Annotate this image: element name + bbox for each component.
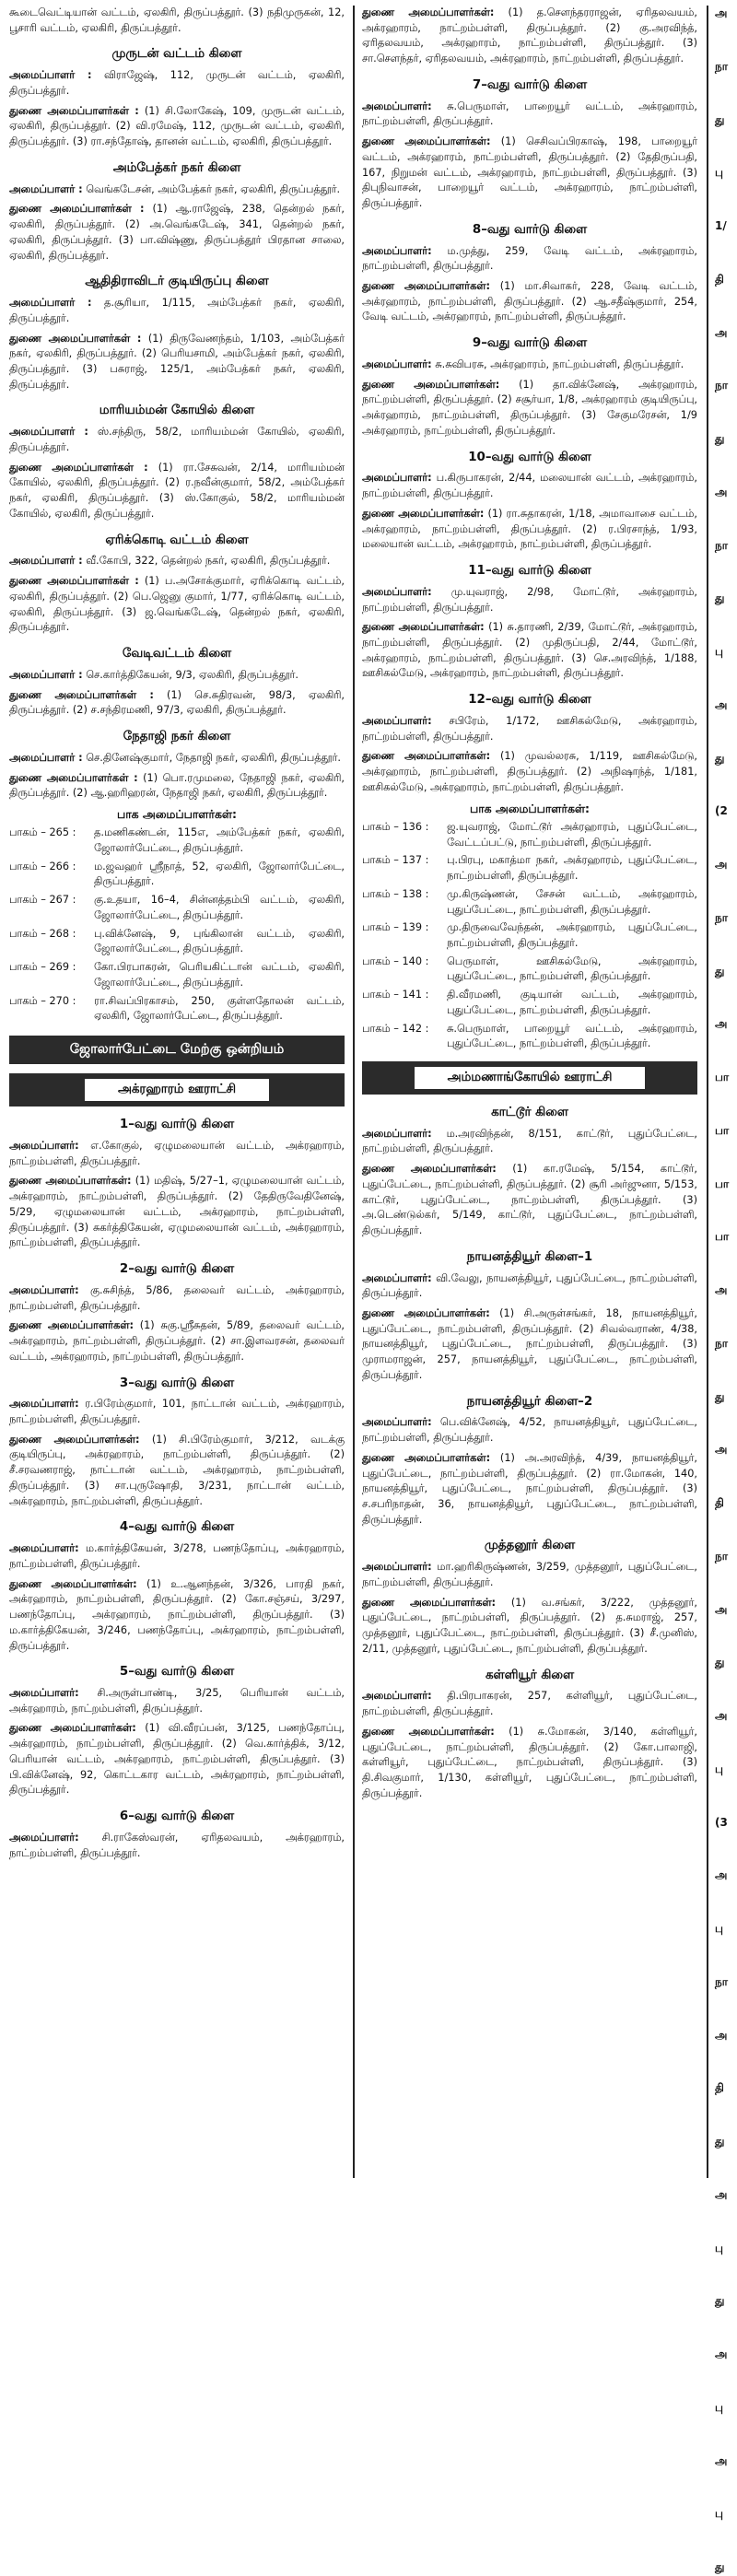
organizer-entry	[362, 279, 697, 325]
entry-text: மா.ஹரிகிருஷ்ணன், 3/259, முத்தனூர், புதுப்பேட்டை, நாட்றம்பள்ளி, திருப்பத்தூர்.	[362, 1561, 697, 1588]
organizer-entry	[9, 1577, 345, 1655]
organizer-entry	[9, 1139, 345, 1169]
booth-organizer: மு.திருவைவேந்தன், அக்ரஹாரம், புதுப்பேட்டை, நாட்றம்பள்ளி, திருப்பத்தூர்.	[447, 921, 697, 949]
cropped-text-fragment: அ	[715, 2348, 728, 2360]
organizer-entry	[362, 471, 697, 501]
section-heading: 11–வது வார்டு கிளை	[468, 564, 591, 578]
entry-text: பெ.விக்னேஷ், 4/52, நாயனத்தியூர், புதுப்பேட்டை, நாட்றம்பள்ளி, திருப்பத்தூர்.	[362, 1416, 697, 1445]
entry-text: ஸ்.சந்திரு, 58/2, மாரியம்மன் கோயில், ஏலகிரி, திருப்பத்தூர்.	[9, 426, 345, 453]
section-heading: 2–வது வார்டு கிளை	[119, 1262, 235, 1277]
entry-text: (1) சுகு.ஸ்ரீசுதன், 5/89, தலைவர் வட்டம், அக்ரஹாரம், நாட்றம்பள்ளி, திருப்பத்தூர். (2) சா.இளவரசன், தலைவர் வட்டம், அக்ரஹாரம், நாட்றம்பள்ளி, திருப்பத்தூர்.	[9, 1319, 345, 1363]
section-heading: ஏரிக்கொடி வட்டம் கிளை	[105, 533, 249, 547]
organizer-entry	[9, 771, 345, 802]
section-heading: காட்டூர் கிளை	[491, 1105, 568, 1119]
role-label: அமைப்பாளர்:	[362, 357, 432, 370]
entry-text: (1) த.செளந்தரராஜன், ஏரிதலவயம், அக்ரஹாரம், நாட்றம்பள்ளி, திருப்பத்தூர். (2) கு.அரவிந்த், ஏரிதலவயம், அக்ரஹாரம், நாட்றம்பள்ளி, திருப்பத்தூர். (3) சா.செளந்தர், ஏரிதலவயம், அக்ரஹாரம், நாட்றம்பள்ளி, திருப்பத்தூர்.	[362, 6, 697, 65]
cropped-text-fragment: (2	[715, 804, 728, 818]
organizer-entry	[362, 244, 697, 275]
role-label: அமைப்பாளர்:	[362, 244, 432, 257]
booth-number: பாகம் – 137 :	[362, 854, 429, 867]
cropped-text-fragment: பா	[715, 1071, 730, 1083]
cropped-text-fragment: பு	[715, 1922, 723, 1935]
cropped-text-fragment: (3	[715, 1815, 728, 1829]
entry-text: சு.பெருமாள், பாறையூர் வட்டம், அக்ரஹாரம், நாட்றம்பள்ளி, திருப்பத்தூர்.	[362, 100, 697, 128]
organizer-entry	[362, 357, 697, 373]
role-label: அமைப்பாளர்:	[362, 1690, 432, 1703]
entry-text: சபிரேம், 1/172, ஊசிகல்மேடு, அக்ரஹாரம், நாட்றம்பள்ளி, திருப்பத்தூர்.	[362, 714, 697, 743]
organizer-entry	[9, 574, 345, 636]
section-heading: நாயனத்தியூர் கிளை–1	[466, 1249, 593, 1264]
cropped-text-fragment: பு	[715, 2400, 723, 2414]
cropped-text-fragment: அ	[715, 325, 728, 339]
role-label: அமைப்பாளர்:	[362, 1416, 432, 1429]
booth-number: பாகம் – 270 :	[9, 994, 76, 1007]
cropped-text-fragment: து	[715, 2294, 725, 2308]
role-label: துணை அமைப்பாளர்கள் :	[9, 461, 148, 474]
entry-text: (1) சி.அருள்சங்கர், 18, நாயனத்தியூர், புதுப்பேட்டை, நாட்றம்பள்ளி, திருப்பத்தூர். (2) சிவல்வராண், 4/38, நாயனத்தியூர், புதுப்பேட்டை, நாட்றம்பள்ளி, திருப்பத்தூர். (3) முராமராஜன், 257, நாயனத்தியூர், புதுப்பேட்டை, நாட்றம்பள்ளி, திருப்பத்தூர்.	[362, 1306, 697, 1381]
panchayat-panel	[9, 1073, 345, 1107]
entry-text: (1) சு.தாரணி, 2/39, மோட்டூர், அக்ரஹாரம், நாட்றம்பள்ளி, திருப்பத்தூர். (2) முதிருப்பதி, 2/44, மோட்டூர், அக்ரஹாரம், நாட்றம்பள்ளி, திருப்பத்தூர். (3) செ.அரவிந்த், 1/188, ஊசிகல்மேடு, அக்ரஹாரம், நாட்றம்பள்ளி, திருப்பத்தூர்.	[362, 621, 697, 680]
booth-organizer: ரா.சிவப்பிரகாசம், 250, குள்ளதோலன் வட்டம், ஏலகிரி, ஜோலார்பேட்டை, திருப்பத்தூர்.	[94, 994, 345, 1023]
role-label: துணை அமைப்பாளர்கள்:	[362, 621, 485, 634]
entry-text: (1) உ.ஆனந்தன், 3/326, பாரதி நகர், அக்ரஹாரம், நாட்றம்பள்ளி, திருப்பத்தூர். (2) கோ.சஞ்சய், 3/297, பணந்தோப்பு, அக்ரஹாரம், நாட்றம்பள்ளி, திருப்பத்தூர். (3) ம.கார்த்திகேயன், 3/246, பணந்தோப்பு, அக்ரஹாரம், நாட்றம்பள்ளி, திருப்பத்தூர்.	[9, 1577, 345, 1652]
booth-organizer: ஜ.யுவராஜ், மோட்டூர் அக்ரஹாரம், புதுப்பேட்டை, வேட்டப்பட்டு, நாட்றம்பள்ளி, திருப்பத்தூர்.	[447, 820, 697, 849]
booth-organizer: பு.பிரபு, மகாத்மா நகர், அக்ரஹாரம், புதுப்பேட்டை, நாட்றம்பள்ளி, திருப்பத்தூர்.	[447, 854, 697, 883]
booth-organizer: கு.உதயா, 16–4, சின்னத்தம்பி வட்டம், ஏலகிரி, ஜோலார்பேட்டை, திருப்பத்தூர்.	[94, 894, 345, 921]
organizer-entry	[9, 1397, 345, 1427]
entry-text: சி.ராகேஸ்வரன், ஏரிதலவயம், அக்ரஹாரம், நாட்றம்பள்ளி, திருப்பத்தூர்.	[9, 1831, 345, 1859]
entry-text: (1) மதிஷ், 5/27–1, ஏழுமலையான் வட்டம், அக்ரஹாரம், நாட்றம்பள்ளி, திருப்பத்தூர். (2) தேதிருவேதினேஷ், 5/29, ஏழுமலையான் வட்டம், அக்ரஹாரம், நாட்றம்பள்ளி, திருப்பத்தூர். (3) சுகர்த்திகேயன், ஏழுமலையான் வட்டம், அக்ரஹாரம், நாட்றம்பள்ளி, திருப்பத்தூர்.	[9, 1175, 345, 1249]
cropped-text-fragment: நா	[715, 910, 728, 924]
left-column	[9, 6, 345, 2178]
cropped-text-fragment: பா	[715, 1177, 730, 1190]
role-label: அமைப்பாளர் :	[9, 182, 83, 195]
role-label: துணை அமைப்பாளர்கள் :	[9, 688, 154, 701]
entry-text: (1) சு.மோகன், 3/140, கள்ளியூர், புதுப்பேட்டை, நாட்றம்பள்ளி, திருப்பத்தூர். (2) கோ.பாலாஜி, கள்ளியூர், புதுப்பேட்டை, நாட்றம்பள்ளி, திருப்பத்தூர். (3) தி.சிவகுமார், 1/130, கள்ளியூர், புதுப்பேட்டை, நாட்றம்பள்ளி, திருப்பத்தூர்.	[362, 1725, 697, 1799]
section-heading: மாரியம்மன் கோயில் கிளை	[99, 404, 255, 418]
cropped-text-fragment: து	[715, 591, 725, 605]
cropped-text-fragment: அ	[715, 858, 728, 871]
role-label: அமைப்பாளர் :	[9, 426, 88, 439]
cropped-text-fragment: நா	[715, 1974, 728, 1988]
entry-text: வீ.கோபி, 322, தென்றல் நகர், ஏலகிரி, திருப்பத்தூர்.	[82, 555, 331, 568]
booth-row	[9, 860, 345, 890]
role-label: துணை அமைப்பாளர்கள் :	[9, 104, 139, 117]
role-label: அமைப்பாளர்:	[362, 100, 432, 112]
section-heading: பாக அமைப்பாளர்கள்:	[116, 806, 238, 821]
entry-text: ர.பிரேம்குமார், 101, நாட்டான் வட்டம், அக்ரஹாரம், நாட்றம்பள்ளி, திருப்பத்தூர்.	[9, 1398, 345, 1426]
booth-number: பாகம் – 140 :	[362, 954, 429, 967]
entry-text: (1) ரா.சேசுவன், 2/14, மாரியம்மன் கோயில், ஏலகிரி, திருப்பத்தூர். (2) ர.நவீன்குமார், 58/2, அம்பேத்கர் நகர், ஏலகிரி, திருப்பத்தூர். (3) ஸ்.கோகுல், 58/2, மாரியம்மன் கோயில், ஏலகிரி, திருப்பத்தூர்.	[9, 461, 345, 520]
section-heading: 6–வது வார்டு கிளை	[119, 1809, 235, 1824]
cropped-text-fragment: நா	[715, 1549, 728, 1563]
entry-text: சி.அருள்பாண்டி, 3/25, பெரியான் வட்டம், அக்ரஹாரம், நாட்றம்பள்ளி, திருப்பத்தூர்.	[9, 1687, 345, 1715]
organizer-entry	[362, 378, 697, 439]
section-heading: வேடிவட்டம் கிளை	[122, 646, 232, 661]
entry-text: (1) ப.அசோக்குமார், ஏரிக்கொடி வட்டம், ஏலகிரி, திருப்பத்தூர். (2) பெ.ஜெனு குமார், 1/77, ஏரிக்கொடி வட்டம், ஏலகிரி, திருப்பத்தூர். (3) ஜ.வெங்கடேஷ், தென்றல் நகர், ஏலகிரி, திருப்பத்தூர்.	[9, 575, 345, 634]
section-heading: அம்பேத்கர் நகர் கிளை	[112, 160, 241, 175]
cropped-text-fragment: பு	[715, 2507, 723, 2521]
panchayat-title: அக்ரஹாரம் ஊராட்சி	[85, 1079, 269, 1101]
booth-row	[362, 988, 697, 1018]
booth-row	[362, 887, 697, 918]
role-label: அமைப்பாளர்:	[362, 714, 432, 727]
organizer-entry	[9, 1318, 345, 1364]
role-label: அமைப்பாளர்:	[362, 1271, 432, 1284]
organizer-entry	[9, 425, 345, 455]
role-label: அமைப்பாளர் :	[9, 555, 83, 568]
entry-text: ப.கிருபாகரன், 2/44, மலையான் வட்டம், அக்ரஹாரம், நாட்றம்பள்ளி, திருப்பத்தூர்.	[362, 472, 697, 500]
role-label: அமைப்பாளர்:	[9, 1398, 79, 1411]
section-heading: நாயனத்தியூர் கிளை–2	[466, 1394, 593, 1409]
organizer-entry	[9, 554, 345, 569]
role-label: துணை அமைப்பாளர்கள்:	[9, 1722, 136, 1735]
union-banner: ஜோலார்பேட்டை மேற்கு ஒன்றியம்	[9, 1036, 345, 1064]
booth-number: பாகம் – 268 :	[9, 927, 76, 940]
entry-text: (1) வி.வீரப்பன், 3/125, பணந்தோப்பு, அக்ரஹாரம், நாட்றம்பள்ளி, திருப்பத்தூர். (2) வெ.கார்த்திக், 3/12, பெரியான் வட்டம், அக்ரஹாரம், நாட்றம்பள்ளி, திருப்பத்தூர். (3) பி.விக்னேஷ், 92, கொட்டகார வட்டம், அக்ரஹாரம், நாட்றம்பள்ளி, திருப்பத்தூர்.	[9, 1722, 345, 1797]
organizer-entry	[9, 1721, 345, 1798]
role-label: துணை அமைப்பாளர்கள்:	[362, 135, 491, 148]
role-label: துணை அமைப்பாளர்கள் :	[9, 332, 142, 345]
role-label: அமைப்பாளர் :	[9, 751, 83, 764]
cropped-text-fragment: தி	[715, 1496, 724, 1509]
entry-text: ம.அரவிந்தன், 8/151, காட்டூர், புதுப்பேட்டை, நாட்றம்பள்ளி, திருப்பத்தூர்.	[362, 1127, 697, 1155]
entry-text: ம.முத்து, 259, வேடி வட்டம், அக்ரஹாரம், நாட்றம்பள்ளி, திருப்பத்தூர்.	[362, 244, 697, 273]
booth-number: பாகம் – 267 :	[9, 894, 76, 907]
organizer-entry	[362, 1560, 697, 1590]
organizer-entry	[362, 1689, 697, 1719]
organizer-entry	[9, 202, 345, 263]
entry-text: வி.வேலு, நாயனத்தியூர், புதுப்பேட்டை, நாட்றம்பள்ளி, திருப்பத்தூர்.	[362, 1271, 697, 1300]
role-label: அமைப்பாளர்:	[9, 1831, 79, 1844]
organizer-entry	[9, 461, 345, 522]
entry-text: (1) ரா.சுதாகரன், 1/18, அமாவாசை வட்டம், அக்ரஹாரம், நாட்றம்பள்ளி, திருப்பத்தூர். (2) ர.பிரசாந்த், 1/93, மலையான் வட்டம், அக்ரஹாரம், நாட்றம்பள்ளி, திருப்பத்தூர்.	[362, 507, 697, 551]
cropped-text-fragment: நா	[715, 59, 728, 73]
entry-text: விராஜேஷ், 112, முருடன் வட்டம், ஏலகிரி, திருப்பத்தூர்.	[9, 69, 345, 97]
cropped-text-fragment: தி	[715, 272, 724, 286]
entry-text: (1) கா.ரமேஷ், 5/154, காட்டூர், புதுப்பேட்டை, நாட்றம்பள்ளி, திருப்பத்தூர். (2) சூரி அர்ஜுனா, 5/153, காட்டூர், புதுப்பேட்டை, நாட்றம்பள்ளி, திருப்பத்தூர். (3) அ.டெண்டுல்கர், 5/149, காட்டூர், புதுப்பேட்டை, நாட்றம்பள்ளி, திருப்பத்தூர்.	[362, 1163, 697, 1236]
entry-text: சு.சுவிபரசு, அக்ரஹாரம், நாட்றம்பள்ளி, திருப்பத்தூர்.	[431, 357, 684, 370]
role-label: துணை அமைப்பாளர்கள்:	[362, 1725, 495, 1738]
entry-text: வெங்கடேசன், அம்பேத்கர் நகர், ஏலகிரி, திருப்பத்தூர்.	[82, 182, 341, 195]
section-heading: ஆதிதிராவிடர் குடியிருப்பு கிளை	[85, 275, 269, 289]
section-heading: 7–வது வார்டு கிளை	[472, 77, 588, 92]
role-label: அமைப்பாளர்:	[9, 1542, 79, 1555]
role-label: துணை அமைப்பாளர்கள்:	[362, 378, 500, 391]
section-heading: 9–வது வார்டு கிளை	[472, 336, 588, 351]
entry-text: (1) திருவேணந்தம், 1/103, அம்பேத்கர் நகர், ஏலகிரி, திருப்பத்தூர். (2) பெரியசாமி, அம்பேத்கர் நகர், ஏலகிரி, திருப்பத்தூர். (3) பசுராஜ், 125/1, அம்பேத்கர் நகர், ஏலகிரி, திருப்பத்தூர்.	[9, 332, 345, 391]
right-column-edge	[715, 6, 737, 2573]
role-label: துணை அமைப்பாளர்கள்:	[362, 6, 495, 18]
cropped-text-fragment: நா	[715, 379, 728, 392]
booth-row	[362, 853, 697, 884]
organizer-entry	[362, 1596, 697, 1657]
role-label: அமைப்பாளர்:	[9, 1140, 79, 1153]
entry-text: கு.சுசிந்த், 5/86, தலைவர் வட்டம், அக்ரஹாரம், நாட்றம்பள்ளி, திருப்பத்தூர்.	[9, 1283, 345, 1312]
booth-organizer: சு.பெருமாள், பாறையூர் வட்டம், அக்ரஹாரம், புதுப்பேட்டை, நாட்றம்பள்ளி, திருப்பத்தூர்.	[447, 1022, 697, 1050]
booth-number: பாகம் – 139 :	[362, 921, 429, 934]
organizer-entry	[9, 296, 345, 326]
role-label: அமைப்பாளர் :	[9, 297, 92, 310]
organizer-entry	[362, 1415, 697, 1446]
cropped-text-fragment: அ	[715, 6, 728, 19]
section-heading: முத்தனூர் கிளை	[484, 1539, 576, 1553]
cropped-text-fragment: து	[715, 2135, 725, 2148]
cropped-text-fragment: து	[715, 964, 725, 978]
section-heading: 3–வது வார்டு கிளை	[119, 1376, 235, 1390]
role-label: அமைப்பாளர் :	[9, 668, 83, 681]
entry-text: (1) ஆ.ராஜேஷ், 238, தென்றல் நகர், ஏலகிரி, திருப்பத்தூர். (2) அ.வெங்கடேஷ், 341, தென்றல் நகர், ஏலகிரி, திருப்பத்தூர். (3) பா.விஷ்ணு, திருப்பத்தூர் பிரதான சாலை, ஏலகிரி, திருப்பத்தூர்.	[9, 203, 345, 262]
cropped-text-fragment: அ	[715, 1868, 728, 1882]
role-label: துணை அமைப்பாளர்கள்:	[362, 507, 485, 520]
role-label: துணை அமைப்பாளர்கள்:	[362, 1451, 491, 1464]
cropped-text-fragment: பு	[715, 1762, 723, 1775]
cropped-text-fragment: து	[715, 751, 725, 765]
cropped-text-fragment: து	[715, 1389, 725, 1403]
section-heading: 4–வது வார்டு கிளை	[119, 1520, 235, 1535]
organizer-entry	[362, 1306, 697, 1384]
section-heading: 1–வது வார்டு கிளை	[119, 1118, 235, 1132]
entry-text: (1) அ.அரவிந்த், 4/39, நாயனத்தியூர், புதுப்பேட்டை, நாட்றம்பள்ளி, திருப்பத்தூர். (2) ரா.மோகன், 140, நாயனத்தியூர், புதுப்பேட்டை, நாட்றம்பள்ளி, திருப்பத்தூர். (3) ச.சபரிநாதன், 36, நாயனத்தியூர், புதுப்பேட்டை, நாட்றம்பள்ளி, திருப்பத்தூர்.	[362, 1451, 697, 1526]
section-heading: நேதாஜி நகர் கிளை	[123, 729, 231, 744]
cropped-text-fragment: அ	[715, 1602, 728, 1616]
role-label: துணை அமைப்பாளர்கள்:	[9, 1175, 132, 1188]
booth-organizer: தி.வீரமணி, குடியான் வட்டம், அக்ரஹாரம், புதுப்பேட்டை, நாட்றம்பள்ளி, திருப்பத்தூர்.	[447, 989, 697, 1016]
cropped-text-fragment: பு	[715, 645, 723, 658]
role-label: துணை அமைப்பாளர்கள்:	[362, 750, 491, 763]
organizer-entry	[9, 1541, 345, 1572]
cropped-text-fragment: து	[715, 112, 725, 126]
role-label: அமைப்பாளர்:	[362, 585, 432, 598]
entry-text: தி.பிரபாகரன், 257, கள்ளியூர், புதுப்பேட்டை, நாட்றம்பள்ளி, திருப்பத்தூர்.	[362, 1690, 697, 1718]
role-label: அமைப்பாளர்:	[9, 1687, 79, 1700]
role-label: துணை அமைப்பாளர்கள்:	[9, 1577, 137, 1590]
booth-row	[362, 820, 697, 850]
organizer-entry	[362, 100, 697, 130]
organizer-entry	[362, 714, 697, 744]
cropped-text-fragment: து	[715, 432, 725, 445]
entry-text: ம.கார்த்திகேயன், 3/278, பணந்தோப்பு, அக்ரஹாரம், நாட்றம்பள்ளி, திருப்பத்தூர்.	[9, 1542, 345, 1570]
booth-row	[362, 954, 697, 985]
role-label: துணை அமைப்பாளர்கள்:	[362, 1163, 497, 1176]
cropped-text-fragment: நா	[715, 538, 728, 552]
column-rule	[353, 6, 355, 2178]
entry-text: கூடைவெட்டியான் வட்டம், ஏலகிரி, திருப்பத்தூர். (3) நதிமுருகன், 12, பூசாரி வட்டம், ஏலகிரி, திருப்பத்தூர்.	[9, 6, 345, 34]
booth-number: பாகம் – 265 :	[9, 826, 76, 839]
cropped-text-fragment: அ	[715, 1283, 728, 1296]
role-label: அமைப்பாளர்:	[9, 1283, 79, 1296]
organizer-entry	[362, 585, 697, 615]
organizer-entry	[362, 6, 697, 67]
organizer-entry	[9, 1686, 345, 1716]
organizer-entry	[362, 749, 697, 795]
organizer-entry	[9, 1433, 345, 1510]
booth-row	[9, 994, 345, 1025]
cropped-text-fragment: து	[715, 1656, 725, 1669]
booth-organizer: ம.ஜவஹர் ஸ்ரீநாத், 52, ஏலகிரி, ஜோலார்பேட்டை, திருப்பத்தூர்.	[94, 860, 345, 888]
cropped-text-fragment: நா	[715, 1336, 728, 1350]
section-heading: பாக அமைப்பாளர்கள்:	[469, 801, 591, 815]
booth-row	[362, 1022, 697, 1052]
booth-organizer: மு.கிருஷ்ணன், சேசன் வட்டம், அக்ரஹாரம், புதுப்பேட்டை, நாட்றம்பள்ளி, திருப்பத்தூர்.	[447, 887, 697, 916]
organizer-entry	[362, 1127, 697, 1157]
role-label: அமைப்பாளர்:	[362, 1561, 432, 1574]
organizer-entry	[362, 1271, 697, 1302]
panchayat-panel	[362, 1061, 697, 1095]
panchayat-title: அம்மணாங்கோயில் ஊராட்சி	[415, 1067, 646, 1089]
entry-text: செ.தினேஷ்குமார், நேதாஜி நகர், ஏலகிரி, திருப்பத்தூர்.	[82, 751, 341, 764]
booth-row	[9, 927, 345, 957]
cropped-text-fragment: அ	[715, 1017, 728, 1031]
entry-text: (1) செ.சுதிரவன், 98/3, ஏலகிரி, திருப்பத்தூர். (2) ச.சந்திரமணி, 97/3, ஏலகிரி, திருப்பத்தூர்.	[9, 688, 345, 717]
organizer-entry	[9, 751, 345, 767]
organizer-entry	[362, 507, 697, 553]
entry-text: செ.கார்த்திகேயன், 9/3, ஏலகிரி, திருப்பத்தூர்.	[82, 668, 298, 681]
role-label: துணை அமைப்பாளர்கள்:	[362, 1306, 490, 1319]
entry-text: (1) செசிவப்பிரகாஷ், 198, பாறையூர் வட்டம், அக்ரஹாரம், நாட்றம்பள்ளி, திருப்பத்தூர். (2) தேதிருப்பதி, 167, நிறுமன் வட்டம், அக்ரஹாரம், நாட்றம்பள்ளி, திருப்பத்தூர். (3) திபுநிவாசன், பாறையூர் வட்டம், அக்ரஹாரம், நாட்றம்பள்ளி, திருப்பத்தூர்.	[362, 135, 697, 210]
section-heading: கள்ளியூர் கிளை	[485, 1668, 575, 1682]
entry-text: (1) வ.சங்கர், 3/222, முத்தனூர், புதுப்பேட்டை, நாட்றம்பள்ளி, திருப்பத்தூர். (2) த.சுமராஜ், 257, முத்தனூர், புதுப்பேட்டை, நாட்றம்பள்ளி, திருப்பத்தூர். (3) சீ.முனிஸ், 2/11, முத்தனூர், புதுப்பேட்டை, நாட்றம்பள்ளி, திருப்பத்தூர்.	[362, 1596, 697, 1655]
organizer-entry	[362, 1451, 697, 1528]
booth-number: பாகம் – 138 :	[362, 887, 429, 900]
section-heading: முருடன் வட்டம் கிளை	[111, 47, 242, 62]
role-label: அமைப்பாளர்:	[362, 1127, 432, 1140]
role-label: துணை அமைப்பாளர்கள்:	[362, 1596, 497, 1609]
organizer-entry	[362, 1162, 697, 1239]
entry-text: (1) முவல்லரசு, 1/119, ஊசிகல்மேடு, அக்ரஹாரம், நாட்றம்பள்ளி, திருப்பத்தூர். (2) அநிஷாந்த், 1/181, ஊசிகல்மேடு, அக்ரஹாரம், நாட்றம்பள்ளி, திருப்பத்தூர்.	[362, 750, 697, 793]
entry-text: (1) பொ.ரமுமலை, நேதாஜி நகர், ஏலகிரி, திருப்பத்தூர். (2) ஆ.ஹரிஹரன், நேதாஜி நகர், ஏலகிரி, திருப்பத்தூர்.	[9, 771, 345, 800]
cropped-text-fragment: அ	[715, 1443, 728, 1457]
organizer-entry	[9, 332, 345, 393]
cropped-text-fragment: பா	[715, 1230, 730, 1244]
booth-number: பாகம் – 136 :	[362, 820, 429, 833]
role-label: துணை அமைப்பாளர்கள்:	[9, 1319, 134, 1332]
organizer-entry	[362, 1725, 697, 1802]
organizer-entry	[9, 6, 345, 36]
booth-row	[362, 920, 697, 951]
cropped-text-fragment: து	[715, 2560, 725, 2573]
cropped-text-fragment: பு	[715, 2241, 723, 2254]
entry-text: மு.யுவராஜ், 2/98, மோட்டூர், அக்ரஹாரம், நாட்றம்பள்ளி, திருப்பத்தூர்.	[362, 585, 697, 614]
cropped-text-fragment: அ	[715, 697, 728, 711]
booth-number: பாகம் – 142 :	[362, 1022, 429, 1035]
entry-text: (1) சி.லோகேஷ், 109, முருடன் வட்டம், ஏலகிரி, திருப்பத்தூர். (2) வி.ரமேஷ், 112, முருடன் வட்டம், ஏலகிரி, திருப்பத்தூர். (3) ரா.சந்தோஷ், தானன் வட்டம், ஏலகிரி, திருப்பத்தூர்.	[9, 104, 345, 148]
role-label: துணை அமைப்பாளர்கள் :	[9, 203, 145, 216]
booth-organizer: பெருமாள், ஊசிகல்மேடு, அக்ரஹாரம், புதுப்பேட்டை, நாட்றம்பள்ளி, திருப்பத்தூர்.	[447, 954, 697, 983]
role-label: துணை அமைப்பாளர்கள் :	[9, 771, 138, 784]
middle-column	[362, 6, 697, 2178]
booth-number: பாகம் – 141 :	[362, 989, 429, 1001]
cropped-text-fragment: அ	[715, 2028, 728, 2042]
organizer-entry	[9, 1174, 345, 1251]
column-rule	[707, 6, 708, 2178]
entry-text: (1) தா.விக்னேஷ், அக்ரஹாரம், நாட்றம்பள்ளி, திருப்பத்தூர். (2) சசூர்யா, 1/8, அக்ரஹாரம் குடியிருப்பு, அக்ரஹாரம், நாட்றம்பள்ளி, திருப்பத்தூர். (3) சேகுமரேசன், 1/9 அக்ரஹாரம், நாட்றம்பள்ளி, திருப்பத்தூர்.	[362, 378, 697, 437]
entry-text: (1) மா.சிவாகர், 228, வேடி வட்டம், அக்ரஹாரம், நாட்றம்பள்ளி, திருப்பத்தூர். (2) ஆ.சதீஷ்குமார், 254, வேடி வட்டம், அக்ரஹாரம், நாட்றம்பள்ளி, திருப்பத்தூர்.	[362, 280, 697, 323]
booth-organizer: த.மணிகண்டன், 115எ, அம்பேத்கர் நகர், ஏலகிரி, ஜோலார்பேட்டை, திருப்பத்தூர்.	[94, 826, 345, 855]
booth-number: பாகம் – 266 :	[9, 860, 76, 872]
role-label: துணை அமைப்பாளர்கள்:	[9, 1433, 140, 1446]
organizer-entry	[9, 104, 345, 150]
section-heading: 5–வது வார்டு கிளை	[119, 1665, 235, 1680]
organizer-entry	[9, 1831, 345, 1861]
booth-organizer: பு.விக்னேஷ், 9, புங்கிலான் வட்டம், ஏலகிரி, ஜோலார்பேட்டை, திருப்பத்தூர்.	[94, 927, 345, 955]
organizer-entry	[9, 1283, 345, 1314]
cropped-text-fragment: அ	[715, 2187, 728, 2201]
booth-row	[9, 960, 345, 990]
role-label: துணை அமைப்பாளர்கள்:	[362, 280, 491, 292]
role-label: அமைப்பாளர்:	[362, 472, 432, 485]
cropped-text-fragment: தி	[715, 2081, 724, 2095]
entry-text: எ.கோகுல், ஏழுமலையான் வட்டம், அக்ரஹாரம், நாட்றம்பள்ளி, திருப்பத்தூர்.	[9, 1140, 345, 1167]
booth-organizer: கோ.பிரபாகரன், பெரியகிட்டான் வட்டம், ஏலகிரி, ஜோலார்பேட்டை, திருப்பத்தூர்.	[94, 961, 345, 989]
organizer-entry	[9, 688, 345, 719]
booth-number: பாகம் – 269 :	[9, 961, 76, 974]
section-heading: 12–வது வார்டு கிளை	[468, 693, 591, 708]
organizer-entry	[362, 620, 697, 682]
role-label: அமைப்பாளர் :	[9, 69, 92, 82]
cropped-text-fragment: பு	[715, 166, 723, 180]
booth-row	[9, 825, 345, 856]
cropped-text-fragment: 1/	[715, 219, 727, 232]
entry-text: (1) சி.பிரேம்குமார், 3/212, வடக்கு குடியிருப்பு, அக்ரஹாரம், நாட்றம்பள்ளி, திருப்பத்தூர். (2) சீ.சரவணராஜ், நாட்டான் வட்டம், அக்ரஹாரம், நாட்றம்பள்ளி, திருப்பத்தூர். (3) சா.புருஷோதி, 3/231, நாட்டான் வட்டம், அக்ரஹாரம், நாட்றம்பள்ளி, திருப்பத்தூர்.	[9, 1433, 345, 1507]
cropped-text-fragment: அ	[715, 2453, 728, 2467]
section-heading: 10–வது வார்டு கிளை	[468, 450, 591, 464]
organizer-entry	[362, 135, 697, 212]
cropped-text-fragment: பா	[715, 1123, 730, 1137]
cropped-text-fragment: அ	[715, 1709, 728, 1722]
entry-text: த.சூரியா, 1/115, அம்பேத்கர் நகர், ஏலகிரி, திருப்பத்தூர்.	[9, 297, 345, 324]
booth-row	[9, 893, 345, 923]
organizer-entry	[9, 182, 345, 198]
section-heading: 8–வது வார்டு கிளை	[472, 222, 588, 237]
organizer-entry	[9, 668, 345, 684]
cropped-text-fragment: அ	[715, 485, 728, 498]
role-label: துணை அமைப்பாளர்கள் :	[9, 575, 139, 588]
organizer-entry	[9, 68, 345, 99]
